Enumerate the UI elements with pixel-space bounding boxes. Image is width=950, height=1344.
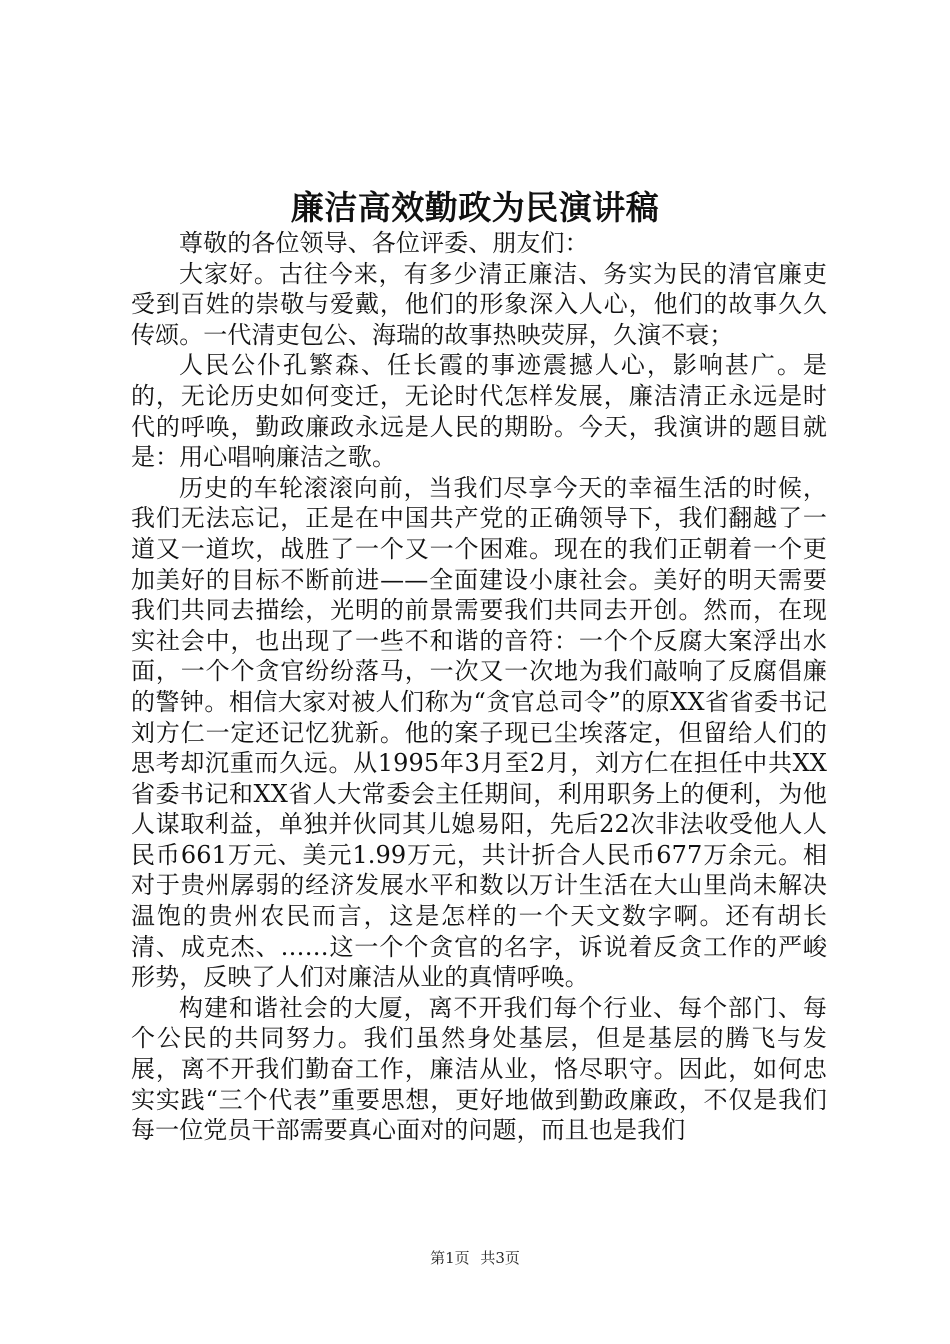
paragraph-intro: 大家好。古往今来，有多少清正廉洁、务实为民的清官廉吏受到百姓的崇敬与爱戴，他们的形象深入人心，他们的故事久久传颂。一代清吏包公、海瑞的故事热映荧屏，久演不衰；: [131, 259, 827, 349]
page-number: 第1页: [430, 1249, 470, 1267]
paragraph-harmony: 构建和谐社会的大厦，离不开我们每个行业、每个部门、每个公民的共同努力。我们虽然身处基层，但是基层的腾飞与发展，离不开我们勤奋工作，廉洁从业，恪尽职守。因此，如何忠实实践“三个代表”重要思想，更好地做到勤政廉政，不仅是我们每一位党员干部需要真心面对的问题，而且也是我们: [131, 993, 827, 1145]
document-body: [131, 228, 827, 1146]
paragraph-greeting: 尊敬的各位领导、各位评委、朋友们：: [179, 229, 589, 257]
page-total: 共3页: [480, 1249, 520, 1267]
page-footer: [0, 1248, 950, 1268]
page-title: 廉洁高效勤政为民演讲稿: [290, 188, 660, 227]
paragraph-history: 历史的车轮滚滚向前，当我们尽享今天的幸福生活的时候，我们无法忘记，正是在中国共产党的正确领导下，我们翻越了一道又一道坎，战胜了一个又一个困难。现在的我们正朝着一个更加美好的目标不断前进——全面建设小康社会。美好的明天需要我们共同去描绘，光明的前景需要我们共同去开创。然而，在现实社会中，也出现了一些不和谐的音符：一个个反腐大案浮出水面，一个个贪官纷纷落马，一次又一次地为我们敲响了反腐倡廉的警钟。相信大家对被人们称为“贪官总司令”的原XX省省委书记刘方仁一定还记忆犹新。他的案子现已尘埃落定，但留给人们的思考却沉重而久远。从1995年3月至2月，刘方仁在担任中共XX省委书记和XX省人大常委会主任期间，利用职务上的便利，为他人谋取利益，单独并伙同其儿媳易阳，先后22次非法收受他人人民币661万元、美元1.99万元，共计折合人民币677万余元。相对于贵州孱弱的经济发展水平和数以万计生活在大山里尚未解决温饱的贵州农民而言，这是怎样的一个天文数字啊。还有胡长清、成克杰、……这一个个贪官的名字，诉说着反贪工作的严峻形势，反映了人们对廉洁从业的真情呼唤。: [131, 473, 827, 992]
paragraph-theme: 人民公仆孔繁森、任长霞的事迹震撼人心，影响甚广。是的，无论历史如何变迁，无论时代怎样发展，廉洁清正永远是时代的呼唤，勤政廉政永远是人民的期盼。今天，我演讲的题目就是：用心唱响廉洁之歌。: [131, 351, 827, 472]
